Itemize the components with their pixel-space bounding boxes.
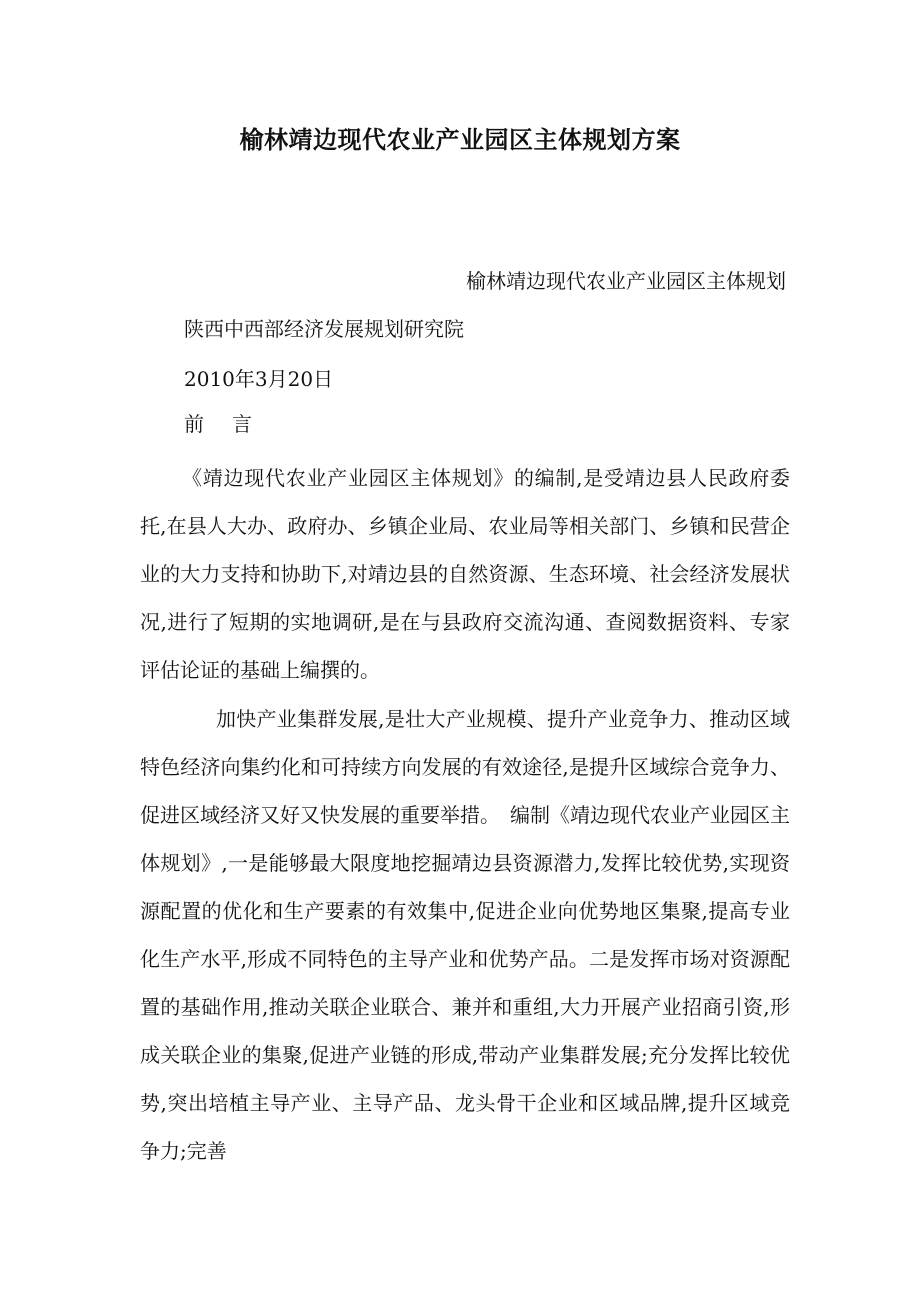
document-subtitle: 榆林靖边现代农业产业园区主体规划: [466, 269, 786, 293]
paragraph-intro: 《靖边现代农业产业园区主体规划》的编制,是受靖边县人民政府委托,在县人大办、政府办、乡镇企业局、农业局等相关部门、乡镇和民营企业的大力支持和协助下,对靖边县的自然资源、生态环境、社会经济发展状况,进行了短期的实地调研,是在与县政府交流沟通、查阅数据资料、专家评估论证的基础上编撰的。: [140, 466, 790, 682]
preface-heading-part2: 言: [232, 412, 252, 436]
paragraph-main: 加快产业集群发展,是壮大产业规模、提升产业竞争力、推动区域特色经济向集约化和可持续方向发展的有效途径,是提升区域综合竞争力、促进区域经济又好又快发展的重要举措。 编制《靖边现代农业产业园区主体规划》,一是能够最大限度地挖掘靖边县资源潜力,发挥比较优势,实现资源配置的优化和生产要素的有效集中,促进企业向优势地区集聚,提高专业化生产水平,形成不同特色的主导产业和优势产品。二是发挥市场对资源配置的基础作用,推动关联企业联合、兼并和重组,大力开展产业招商引资,形成关联企业的集聚,促进产业链的形成,带动产业集群发展;充分发挥比较优势,突出培植主导产业、主导产品、龙头骨干企业和区域品牌,提升区域竞争力;完善: [140, 707, 790, 1163]
institute-name: 陕西中西部经济发展规划研究院: [184, 317, 464, 341]
document-title: 榆林靖边现代农业产业园区主体规划方案: [239, 125, 681, 154]
document-date: 2010年3月20日: [184, 367, 334, 391]
preface-heading-part1: 前: [184, 412, 204, 436]
preface-heading: [184, 409, 252, 439]
